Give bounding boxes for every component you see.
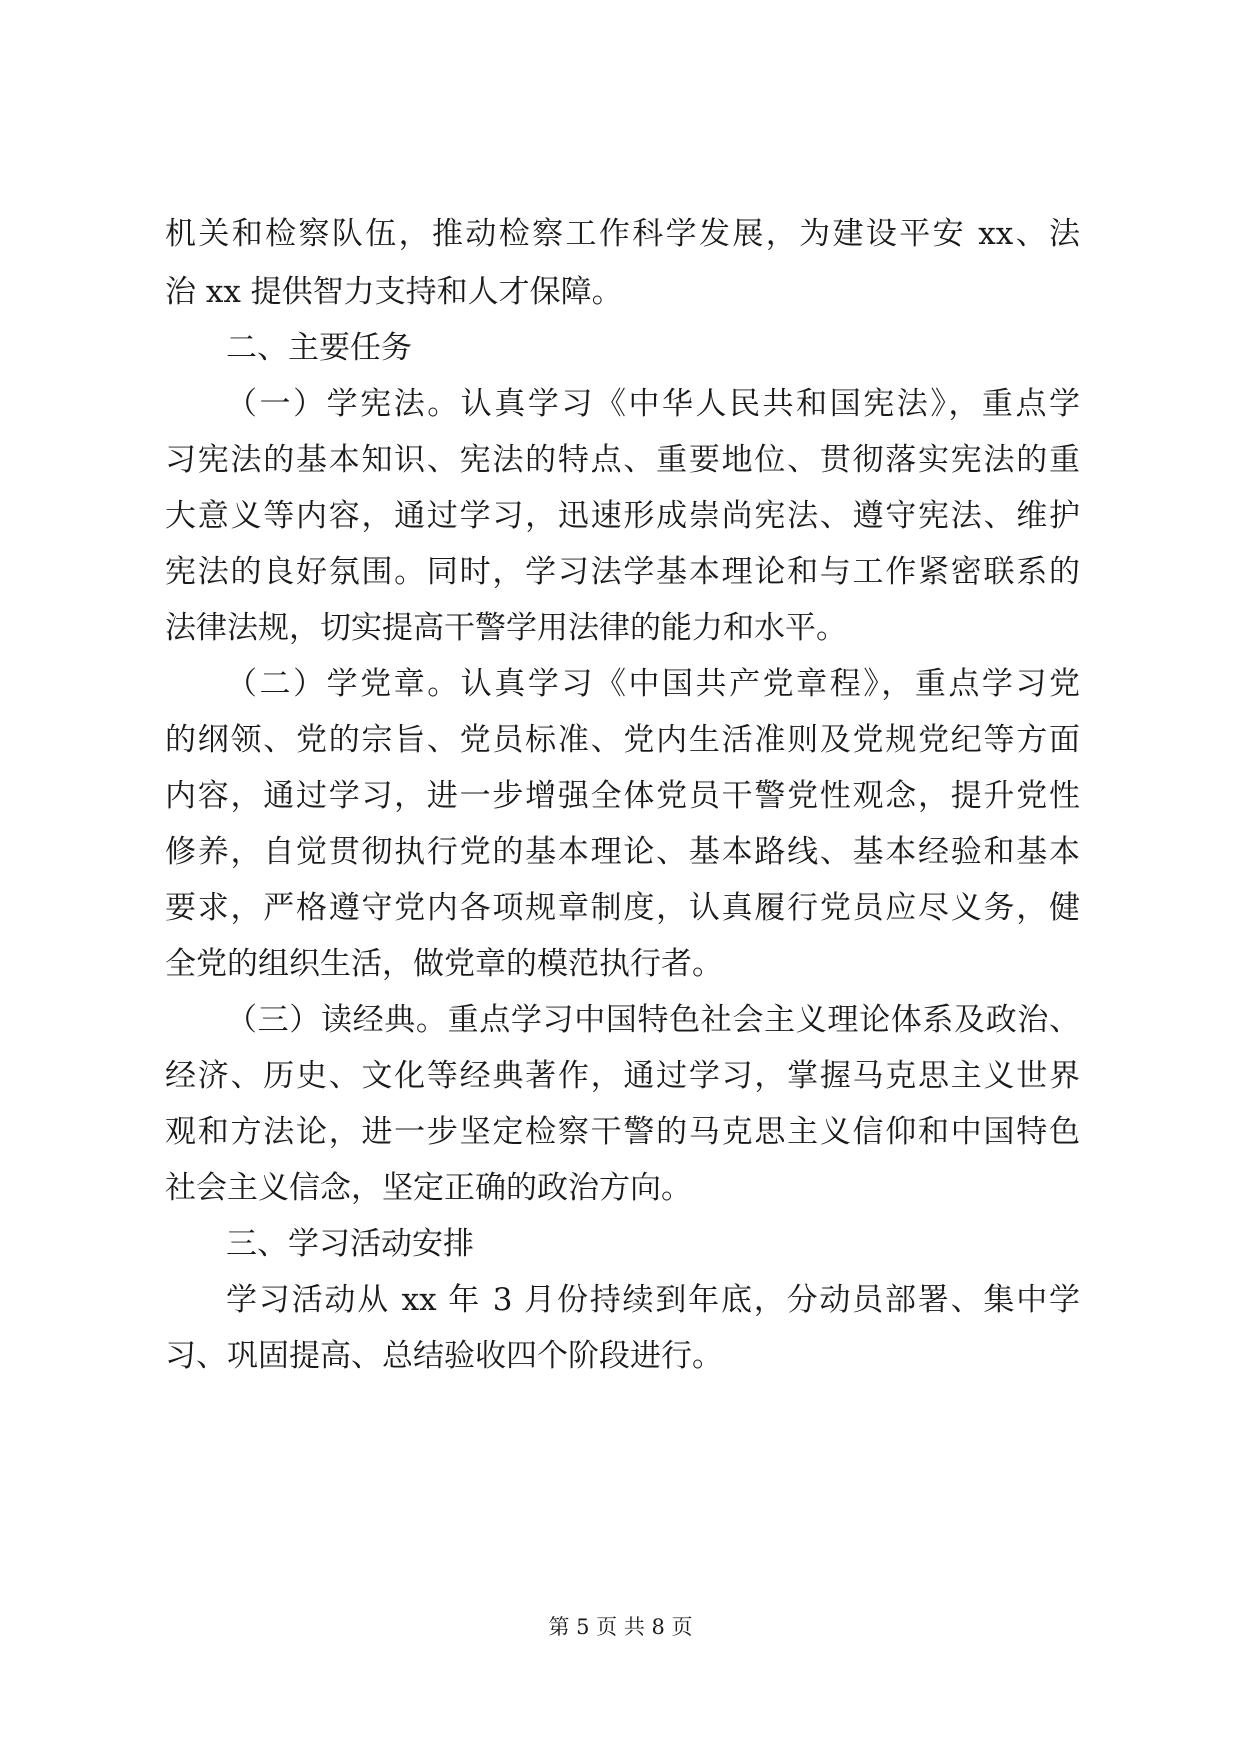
text-line: 的纲领、党的宗旨、党员标准、党内生活准则及党规党纪等方面 [165, 722, 1080, 758]
text-line: 治 xx 提供智力支持和人才保障。 [165, 274, 623, 310]
paragraph-first-line: （二）学党章。认真学习《中国共产党章程》，重点学习党 [226, 666, 1080, 702]
text-line: 机关和检察队伍，推动检察工作科学发展，为建设平安 xx、法 [165, 216, 1080, 252]
text-line: 观和方法论，进一步坚定检察干警的马克思主义信仰和中国特色 [165, 1114, 1080, 1150]
paragraph-first-line: 学习活动从 xx 年 3 月份持续到年底，分动员部署、集中学 [226, 1282, 1080, 1318]
section-heading: 三、学习活动安排 [226, 1226, 474, 1262]
text-line: 全党的组织生活，做党章的模范执行者。 [165, 946, 723, 982]
text-line: 习、巩固提高、总结验收四个阶段进行。 [165, 1338, 723, 1374]
text-line: 宪法的良好氛围。同时，学习法学基本理论和与工作紧密联系的 [165, 554, 1080, 590]
page-number-footer: 第 5 页 共 8 页 [548, 1615, 693, 1639]
text-line: 社会主义信念，坚定正确的政治方向。 [165, 1170, 692, 1206]
text-line: 习宪法的基本知识、宪法的特点、重要地位、贯彻落实宪法的重 [165, 442, 1080, 478]
paragraph-first-line: （三）读经典。重点学习中国特色社会主义理论体系及政治、 [226, 1002, 1080, 1038]
text-line: 内容，通过学习，进一步增强全体党员干警党性观念，提升党性 [165, 778, 1080, 814]
text-line: 要求，严格遵守党内各项规章制度，认真履行党员应尽义务，健 [165, 890, 1080, 926]
text-line: 修养，自觉贯彻执行党的基本理论、基本路线、基本经验和基本 [165, 834, 1080, 870]
text-line: 大意义等内容，通过学习，迅速形成崇尚宪法、遵守宪法、维护 [165, 498, 1080, 534]
section-heading: 二、主要任务 [226, 330, 412, 366]
paragraph-first-line: （一）学宪法。认真学习《中华人民共和国宪法》，重点学 [226, 386, 1080, 422]
text-line: 法律法规，切实提高干警学用法律的能力和水平。 [165, 610, 847, 646]
text-line: 经济、历史、文化等经典著作，通过学习，掌握马克思主义世界 [165, 1058, 1080, 1094]
